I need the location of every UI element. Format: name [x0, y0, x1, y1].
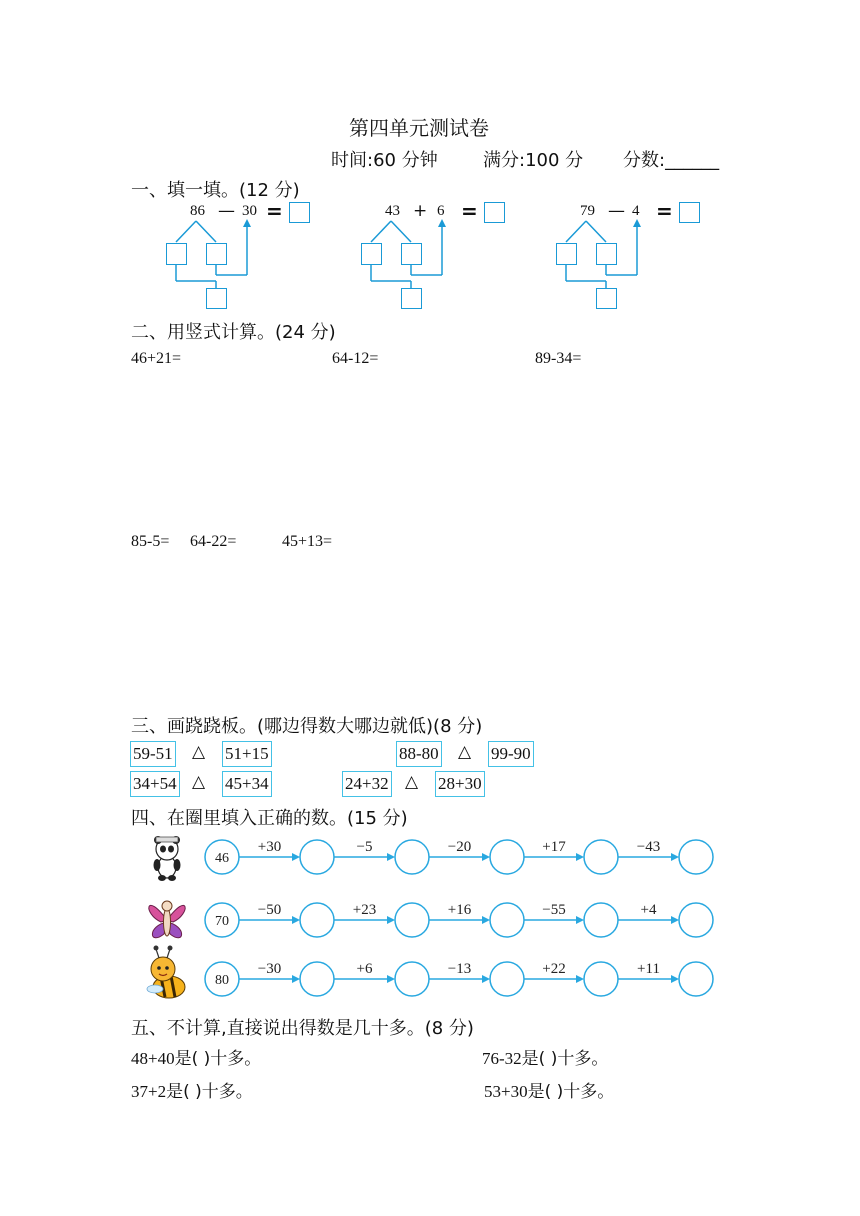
- chain-arrowhead: [292, 853, 300, 861]
- chain-arrowhead: [576, 916, 584, 924]
- chain-operation: +23: [352, 902, 377, 918]
- seesaw-right-box: 51+15: [222, 741, 272, 767]
- equals-sign: =: [461, 199, 478, 223]
- chain-operation: −5: [356, 839, 373, 855]
- chain-operation: −43: [636, 839, 661, 855]
- minuend: 86: [190, 203, 205, 219]
- panda-foot: [158, 875, 166, 881]
- section4-heading: 四、在圈里填入正确的数。(15 分): [131, 808, 408, 829]
- panda-arm: [174, 859, 181, 871]
- estimate-item: [131, 1077, 253, 1102]
- seesaw-triangle: △: [405, 772, 419, 792]
- bee-wing: [147, 985, 163, 993]
- operator: —: [608, 201, 625, 221]
- chain-circle: [490, 903, 524, 937]
- score-field: 分数:______: [623, 150, 720, 171]
- chain-operation: −13: [447, 961, 472, 977]
- estimate-item: [484, 1077, 614, 1102]
- seesaw-left-box: 59-51: [130, 741, 176, 767]
- chain-operation: +16: [447, 902, 472, 918]
- chain-circle: [300, 840, 334, 874]
- panda-foot: [168, 875, 176, 881]
- section2-heading: 二、用竖式计算。(24 分): [131, 322, 336, 343]
- estimate-expression: 76-32: [482, 1049, 522, 1068]
- vertical-calc-1: 46+21=: [131, 350, 182, 367]
- butterfly-head: [162, 901, 172, 911]
- estimate-blank: 是( )十多。: [527, 1082, 615, 1102]
- panda-eye: [160, 846, 166, 853]
- vertical-calc-6: 45+13=: [282, 533, 333, 550]
- chain-arrowhead: [387, 975, 395, 983]
- chain-operation: −50: [257, 902, 282, 918]
- equals-sign: =: [656, 199, 673, 223]
- chain-operation: +17: [542, 839, 566, 855]
- estimate-item: [131, 1044, 261, 1069]
- chain-circle: [395, 840, 429, 874]
- chain-circle: [679, 962, 713, 996]
- chain-circle: [584, 840, 618, 874]
- chain-arrowhead: [292, 975, 300, 983]
- panda-hat: [156, 837, 178, 842]
- seesaw-left-box: 88-80: [396, 741, 442, 767]
- subtrahend: 6: [437, 203, 445, 219]
- seesaw-right-box: 45+34: [222, 771, 272, 797]
- bee-eye: [165, 966, 169, 970]
- vertical-calc-2: 64-12=: [332, 350, 379, 367]
- estimate-blank: 是( )十多。: [174, 1049, 262, 1069]
- estimate-expression: 48+40: [131, 1049, 175, 1068]
- minuend: 43: [385, 203, 400, 219]
- section1-heading: 一、填一填。(12 分): [131, 180, 300, 201]
- chain-operation: +22: [542, 961, 566, 977]
- chain-operation: −55: [542, 902, 566, 918]
- bee-antenna-tip: [154, 946, 159, 951]
- seesaw-triangle: △: [458, 742, 472, 762]
- time-limit: 时间:60 分钟: [331, 150, 438, 171]
- estimate-item: [482, 1044, 608, 1069]
- chain-operation: +6: [356, 961, 373, 977]
- seesaw-triangle: △: [192, 742, 206, 762]
- seesaw-right-box: 28+30: [435, 771, 485, 797]
- estimate-blank: 是( )十多。: [521, 1049, 609, 1069]
- chain-circle: [300, 962, 334, 996]
- bee-eye: [157, 966, 161, 970]
- vertical-calc-3: 89-34=: [535, 350, 582, 367]
- subtrahend: 4: [632, 203, 640, 219]
- full-score: 满分:100 分: [483, 150, 584, 171]
- chain-circle: [584, 903, 618, 937]
- chain-operation: +11: [637, 961, 660, 977]
- chain-circle: [300, 903, 334, 937]
- bee-head: [151, 957, 175, 981]
- chain-start-value: 70: [215, 914, 229, 929]
- chain-operation: −30: [257, 961, 282, 977]
- seesaw-triangle: △: [192, 772, 206, 792]
- chain-circle: [679, 903, 713, 937]
- chain-start-value: 80: [215, 973, 229, 988]
- chain-arrowhead: [482, 853, 490, 861]
- operator: +: [413, 201, 428, 221]
- minuend: 79: [580, 203, 595, 219]
- seesaw-left-box: 34+54: [130, 771, 180, 797]
- equals-sign: =: [266, 199, 283, 223]
- chain-arrowhead: [387, 916, 395, 924]
- butterfly-body: [164, 908, 171, 936]
- operator: —: [218, 201, 235, 221]
- chain-arrowhead: [387, 853, 395, 861]
- vertical-calc-5: 64-22=: [190, 533, 237, 550]
- chain-operation: +4: [640, 902, 657, 918]
- chain-circle: [679, 840, 713, 874]
- chain-circle: [490, 840, 524, 874]
- chain-arrowhead: [671, 916, 679, 924]
- estimate-expression: 53+30: [484, 1082, 528, 1101]
- page-title: 第四单元测试卷: [349, 118, 489, 140]
- chain-operation: +30: [257, 839, 282, 855]
- chain-circle: [395, 903, 429, 937]
- chain-arrowhead: [482, 916, 490, 924]
- section5-heading: 五、不计算,直接说出得数是几十多。(8 分): [131, 1018, 474, 1039]
- chain-arrowhead: [292, 916, 300, 924]
- panda-arm: [154, 859, 161, 871]
- chain-arrowhead: [576, 853, 584, 861]
- bee-antenna-tip: [168, 946, 173, 951]
- section3-heading: 三、画跷跷板。(哪边得数大哪边就低)(8 分): [131, 716, 483, 737]
- vertical-calc-4: 85-5=: [131, 533, 170, 550]
- chain-arrowhead: [671, 853, 679, 861]
- chain-arrowhead: [671, 975, 679, 983]
- chain-operation: −20: [447, 839, 472, 855]
- chain-start-value: 46: [215, 851, 229, 866]
- estimate-expression: 37+2: [131, 1082, 167, 1101]
- subtrahend: 30: [242, 203, 257, 219]
- seesaw-right-box: 99-90: [488, 741, 534, 767]
- seesaw-left-box: 24+32: [342, 771, 392, 797]
- panda-eye: [168, 846, 174, 853]
- chain-circle: [490, 962, 524, 996]
- estimate-blank: 是( )十多。: [166, 1082, 253, 1102]
- chain-circle: [584, 962, 618, 996]
- chain-arrowhead: [482, 975, 490, 983]
- chain-circle: [395, 962, 429, 996]
- chain-arrowhead: [576, 975, 584, 983]
